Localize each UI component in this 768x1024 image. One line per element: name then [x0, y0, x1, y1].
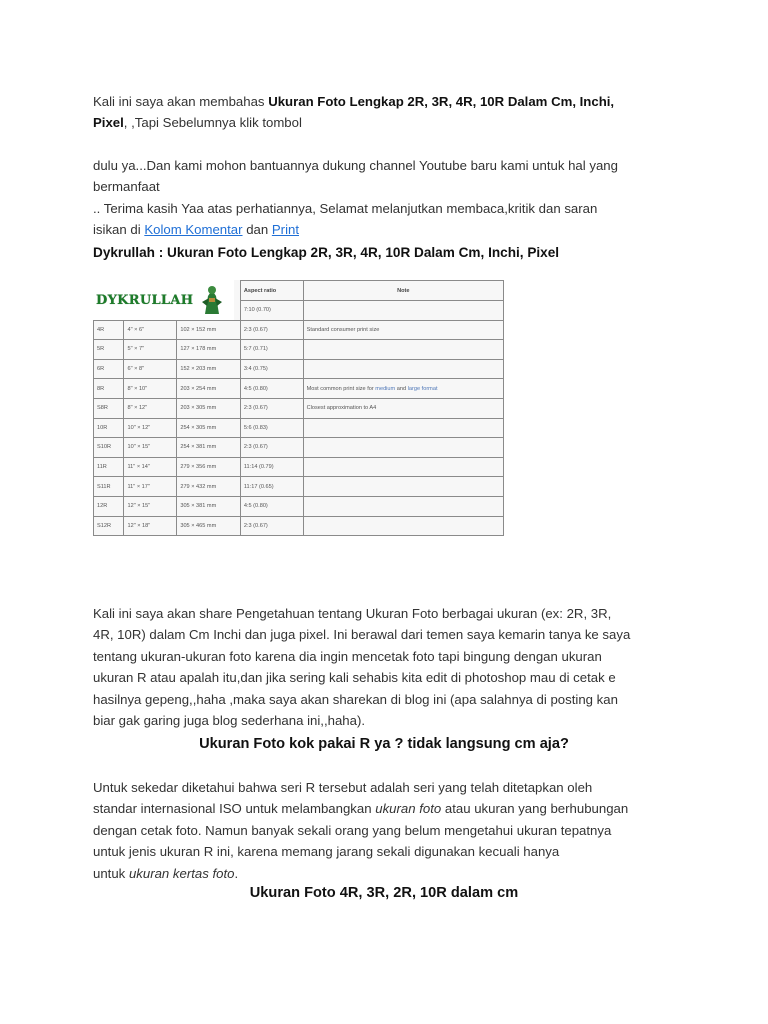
cell-aspect: 11:14 (0.79) — [240, 457, 303, 477]
iso-line-4: untuk jenis ukuran R ini, karena memang jarang sekali digunakan kecuali hanya — [93, 844, 560, 860]
table-row — [94, 379, 504, 399]
cell-note — [303, 340, 503, 360]
logo-figure-icon — [199, 284, 225, 316]
cell-aspect: 2:3 (0.67) — [240, 516, 303, 536]
cell-size-name: 10R — [94, 418, 124, 438]
intro-paragraph — [93, 91, 683, 134]
request-line-2: bermanfaat — [93, 179, 160, 195]
share-line: Kali ini saya akan share Pengetahuan tentang Ukuran Foto berbagai ukuran (ex: 2R, 3R, — [93, 606, 612, 621]
note-highlight: large format — [407, 385, 438, 392]
cell-note — [303, 477, 503, 497]
cell-mm: 203 × 305 mm — [177, 398, 241, 418]
table-row — [94, 340, 504, 360]
iso-italic-ukuran-foto: ukuran foto — [375, 801, 442, 817]
cell-aspect: 5:7 (0.71) — [240, 340, 303, 360]
table-row — [94, 516, 504, 536]
share-line: tentang ukuran-ukuran foto karena dia ingin mencetak foto tapi bingung dengan ukuran — [93, 648, 602, 664]
cell-inches: 12" × 15" — [124, 496, 177, 516]
cell-size-name: 4R — [94, 320, 124, 340]
intro-bold-title: Ukuran Foto Lengkap 2R, 3R, 4R, 10R Dalam Cm, Inchi, — [268, 94, 615, 109]
cell-size-name: 11R — [94, 457, 124, 477]
cell-mm: 305 × 381 mm — [177, 496, 241, 516]
table-row — [94, 398, 504, 418]
cell-note — [303, 359, 503, 379]
cell-mm: 254 × 305 mm — [177, 418, 241, 438]
photo-size-table-image — [93, 280, 504, 535]
cell-size-name: S10R — [94, 438, 124, 458]
cell-aspect: 4:5 (0.80) — [240, 379, 303, 399]
table-row — [94, 457, 504, 477]
iso-line-1: Untuk sekedar diketahui bahwa seri R tersebut adalah seri yang telah ditetapkan oleh — [93, 780, 593, 795]
table-row — [94, 438, 504, 458]
cell-note: Most common print size for medium and large format — [303, 379, 503, 399]
cell-inches: 10" × 12" — [124, 418, 177, 438]
cell-aspect: 2:3 (0.67) — [240, 438, 303, 458]
cell-mm: 203 × 254 mm — [177, 379, 241, 399]
print-link[interactable]: Print — [271, 222, 299, 238]
table-row — [94, 418, 504, 438]
iso-italic-kertas-foto: ukuran kertas foto — [128, 865, 235, 881]
cell-aspect: 7:10 (0.70) — [240, 301, 303, 321]
cell-aspect: 3:4 (0.75) — [240, 359, 303, 379]
cell-note — [303, 496, 503, 516]
cell-size-name: S8R — [94, 398, 124, 418]
dykrullah-logo — [93, 280, 234, 320]
request-and: dan — [242, 222, 272, 238]
cell-inches: 10" × 15" — [124, 438, 177, 458]
iso-line-5: untuk — [93, 865, 129, 881]
cell-size-name: 6R — [94, 359, 124, 379]
cell-aspect: 4:5 (0.80) — [240, 496, 303, 516]
share-line: hasilnya gepeng,,haha ,maka saya akan sharekan di blog ini (apa salahnya di posting kan — [93, 691, 618, 707]
cell-size-name: 5R — [94, 340, 124, 360]
request-line-3: .. Terima kasih Yaa atas perhatiannya, Selamat melanjutkan membaca,kritik dan saran — [93, 200, 598, 216]
cell-inches: 12" × 18" — [124, 516, 177, 536]
cell-inches: 8" × 12" — [124, 398, 177, 418]
cell-mm: 152 × 203 mm — [177, 359, 241, 379]
cell-size-name: 12R — [94, 496, 124, 516]
share-line: biar gak garing juga blog sederhana ini,,haha). — [93, 713, 365, 729]
cell-mm: 305 × 465 mm — [177, 516, 241, 536]
intro-suffix: , ,Tapi Sebelumnya klik tombol — [123, 115, 302, 131]
cell-mm: 279 × 432 mm — [177, 477, 241, 497]
table-row — [94, 477, 504, 497]
request-line-4: isikan di — [93, 222, 145, 238]
cell-inches: 8" × 10" — [124, 379, 177, 399]
cell-inches: 11" × 17" — [124, 477, 177, 497]
iso-line-2-suffix: atau ukuran yang berhubungan — [441, 801, 629, 817]
table-row — [94, 359, 504, 379]
cell-size-name: S11R — [94, 477, 124, 497]
cell-size-name: S12R — [94, 516, 124, 536]
section-heading-r-series: Ukuran Foto kok pakai R ya ? tidak langsung cm aja? — [199, 736, 569, 752]
iso-line-3: dengan cetak foto. Namun banyak sekali orang yang belum mengetahui ukuran tepatnya — [93, 822, 612, 838]
cell-aspect: 11:17 (0.65) — [240, 477, 303, 497]
cell-mm: 254 × 381 mm — [177, 438, 241, 458]
header-note: Note — [303, 281, 503, 301]
article-heading: Dykrullah : Ukuran Foto Lengkap 2R, 3R, 4R, 10R Dalam Cm, Inchi, Pixel — [93, 245, 560, 260]
header-aspect-ratio: Aspect ratio — [240, 281, 303, 301]
request-line-1: dulu ya...Dan kami mohon bantuannya dukung channel Youtube baru kami untuk hal yang — [93, 158, 618, 173]
intro-bold-pixel: Pixel — [93, 115, 124, 131]
cell-inches: 6" × 8" — [124, 359, 177, 379]
iso-paragraph — [93, 777, 683, 884]
request-paragraph — [93, 155, 683, 241]
cell-mm: 279 × 356 mm — [177, 457, 241, 477]
table-row — [94, 320, 504, 340]
cell-aspect: 5:6 (0.83) — [240, 418, 303, 438]
intro-text: Kali ini saya akan membahas — [93, 94, 269, 109]
table-row — [94, 496, 504, 516]
cell-note — [303, 457, 503, 477]
cell-mm: 102 × 152 mm — [177, 320, 241, 340]
cell-inches: 5" × 7" — [124, 340, 177, 360]
cell-mm: 127 × 178 mm — [177, 340, 241, 360]
note-highlight: medium — [375, 385, 396, 392]
cell-note: Closest approximation to A4 — [303, 398, 503, 418]
share-line: 4R, 10R) dalam Cm Inchi dan juga pixel. Ini berawal dari temen saya kemarin tanya ke saya — [93, 627, 631, 643]
cell-note — [303, 301, 503, 321]
cell-size-name: 8R — [94, 379, 124, 399]
cell-note — [303, 418, 503, 438]
iso-line-5-suffix: . — [234, 865, 239, 881]
cell-inches: 11" × 14" — [124, 457, 177, 477]
share-line: ukuran R atau apalah itu,dan jika sering kali sehabis kita edit di photoshop mau di cetak e — [93, 670, 616, 686]
cell-note — [303, 516, 503, 536]
cell-aspect: 2:3 (0.67) — [240, 398, 303, 418]
cell-note: Standard consumer print size — [303, 320, 503, 340]
section-heading-cm: Ukuran Foto 4R, 3R, 2R, 10R dalam cm — [249, 885, 519, 901]
logo-text: DYKRULLAH — [96, 292, 194, 308]
share-paragraph — [93, 603, 683, 731]
cell-aspect: 2:3 (0.67) — [240, 320, 303, 340]
comments-link[interactable]: Kolom Komentar — [144, 222, 243, 238]
cell-inches: 4" × 6" — [124, 320, 177, 340]
cell-note — [303, 438, 503, 458]
iso-line-2: standar internasional ISO untuk melambangkan — [93, 801, 376, 817]
